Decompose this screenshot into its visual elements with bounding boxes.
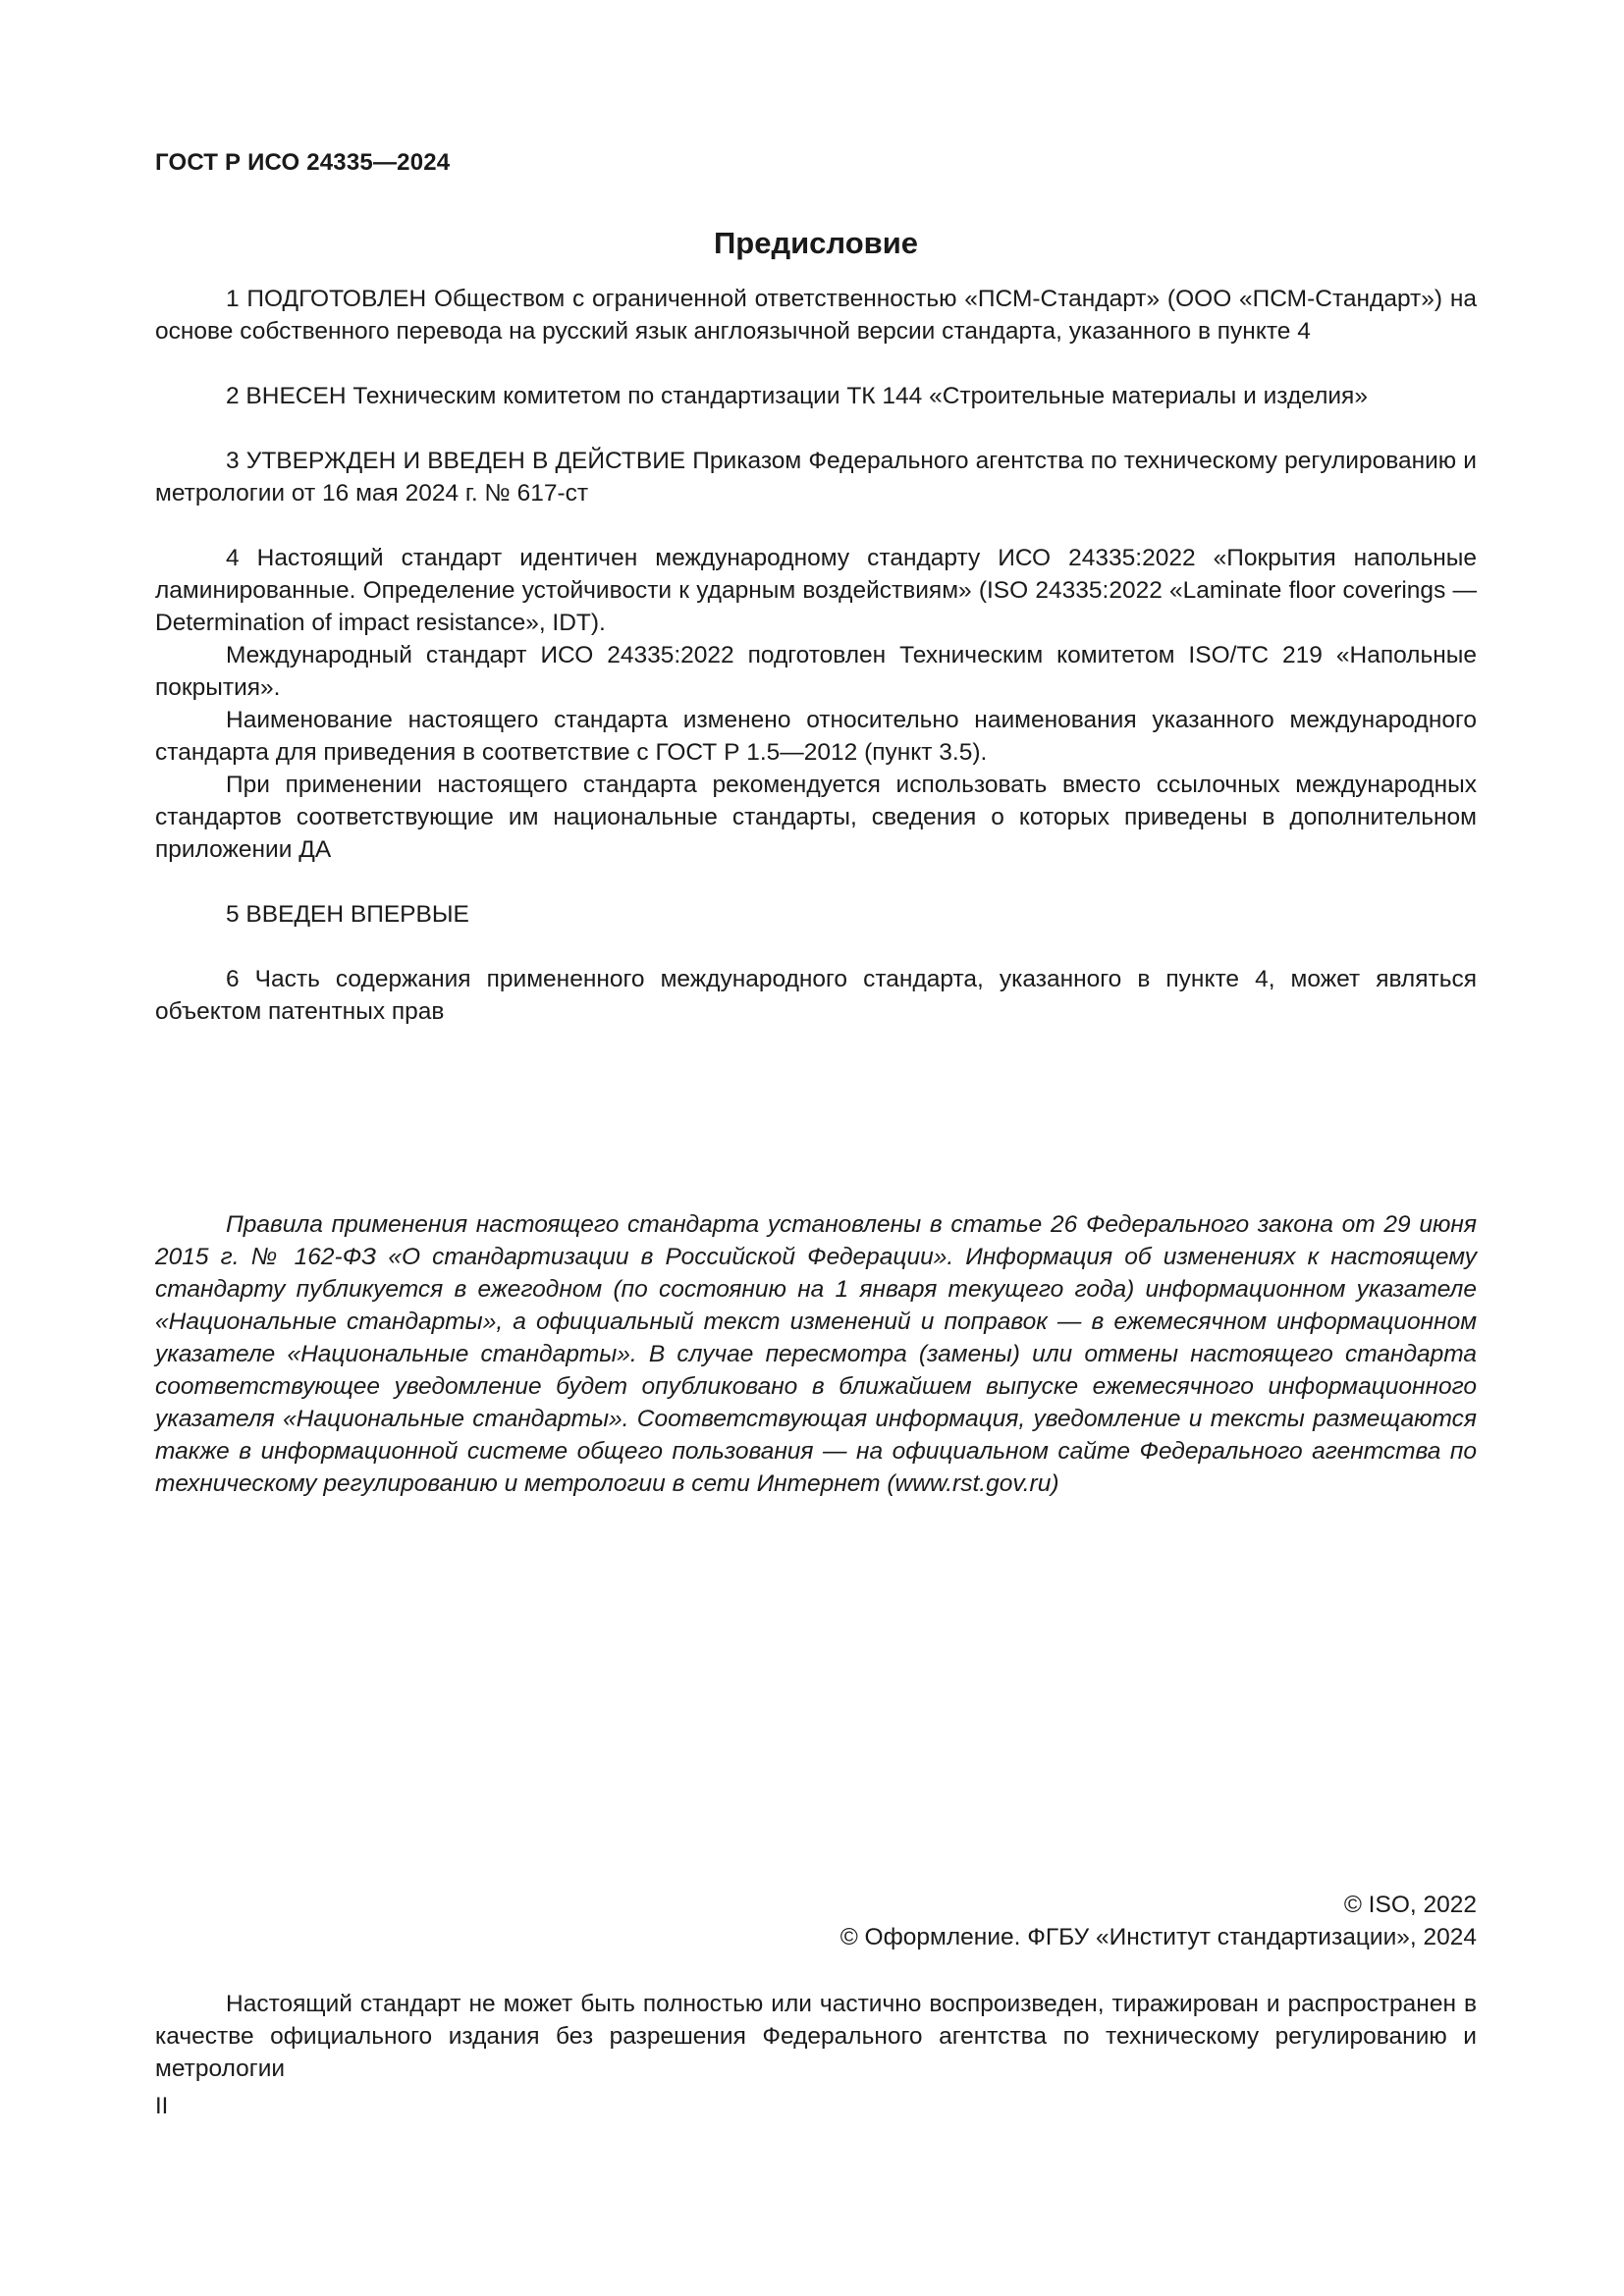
preface-item-2 xyxy=(155,380,1477,412)
application-rules-notice: Правила применения настоящего стандарта установлены в статье 26 Федерального закона от 29 июня 2015 г. № 162-ФЗ «О стандартизации в Российской Федерации». Информация об изменениях к настоящему стандарту публикуется в ежегодном (по состоянию на 1 января текущего года) информационном указателе «Национальные стандарты», а официальный текст изменений и поправок — в ежемесячном информационном указателе «Национальные стандарты». В случае пересмотра (замены) или отмены настоящего стандарта соответствующее уведомление будет опубликовано в ближайшем выпуске ежемесячного информационного указателя «Национальные стандарты». Соответствующая информация, уведомление и тексты размещаются также в информационной системе общего пользования — на официальном сайте Федерального агентства по техническому регулированию и метрологии в сети Интернет (www.rst.gov.ru) xyxy=(155,1211,1477,1497)
preface-item-5 xyxy=(155,898,1477,931)
page-number: II xyxy=(155,2093,169,2119)
reproduction-notice: Настоящий стандарт не может быть полностью или частично воспроизведен, тиражирован и распространен в качестве официального издания без разрешения Федерального агентства по техническому регулированию и метрологии xyxy=(155,1991,1477,2082)
copyright-iso: © ISO, 2022 xyxy=(1343,1892,1477,1918)
preface-paragraph: Международный стандарт ИСО 24335:2022 подготовлен Техническим комитетом ISO/TC 219 «Напольные покрытия». xyxy=(155,642,1477,701)
preface-title: Предисловие xyxy=(713,226,918,260)
copyright-design: © Оформление. ФГБУ «Институт стандартизации», 2024 xyxy=(839,1924,1477,1950)
preface-paragraph: 3 УТВЕРЖДЕН И ВВЕДЕН В ДЕЙСТВИЕ Приказом Федерального агентства по техническому регулированию и метрологии от 16 мая 2024 г. № 617-ст xyxy=(155,448,1477,507)
preface-items xyxy=(155,283,1477,1060)
preface-item-6 xyxy=(155,963,1477,1028)
preface-paragraph: 4 Настоящий стандарт идентичен международному стандарту ИСО 24335:2022 «Покрытия напольные ламинированные. Определение устойчивости к ударным воздействиям» (ISO 24335:2022 «Laminate floor coverings — Determination of impact resistance», IDT). xyxy=(155,545,1477,636)
preface-paragraph: 5 ВВЕДЕН ВПЕРВЫЕ xyxy=(226,901,469,928)
preface-paragraph: 1 ПОДГОТОВЛЕН Обществом с ограниченной ответственностью «ПСМ-Стандарт» (ООО «ПСМ-Стандарт») на основе собственного перевода на русский язык англоязычной версии стандарта, указанного в пункте 4 xyxy=(155,286,1477,345)
copyright-block xyxy=(840,1889,1477,1953)
preface-paragraph: Наименование настоящего стандарта изменено относительно наименования указанного международного стандарта для приведения в соответствие с ГОСТ Р 1.5—2012 (пункт 3.5). xyxy=(155,707,1477,766)
preface-item-4 xyxy=(155,542,1477,866)
preface-paragraph: При применении настоящего стандарта рекомендуется использовать вместо ссылочных международных стандартов соответствующие им национальные стандарты, сведения о которых приведены в дополнительном приложении ДА xyxy=(155,772,1477,863)
document-code: ГОСТ Р ИСО 24335—2024 xyxy=(155,149,451,176)
document-page xyxy=(155,0,1477,2296)
preface-paragraph: 6 Часть содержания примененного международного стандарта, указанного в пункте 4, может являться объектом патентных прав xyxy=(155,966,1477,1025)
preface-paragraph: 2 ВНЕСЕН Техническим комитетом по стандартизации ТК 144 «Строительные материалы и изделия» xyxy=(226,383,1368,409)
preface-item-1 xyxy=(155,283,1477,347)
preface-item-3 xyxy=(155,445,1477,509)
